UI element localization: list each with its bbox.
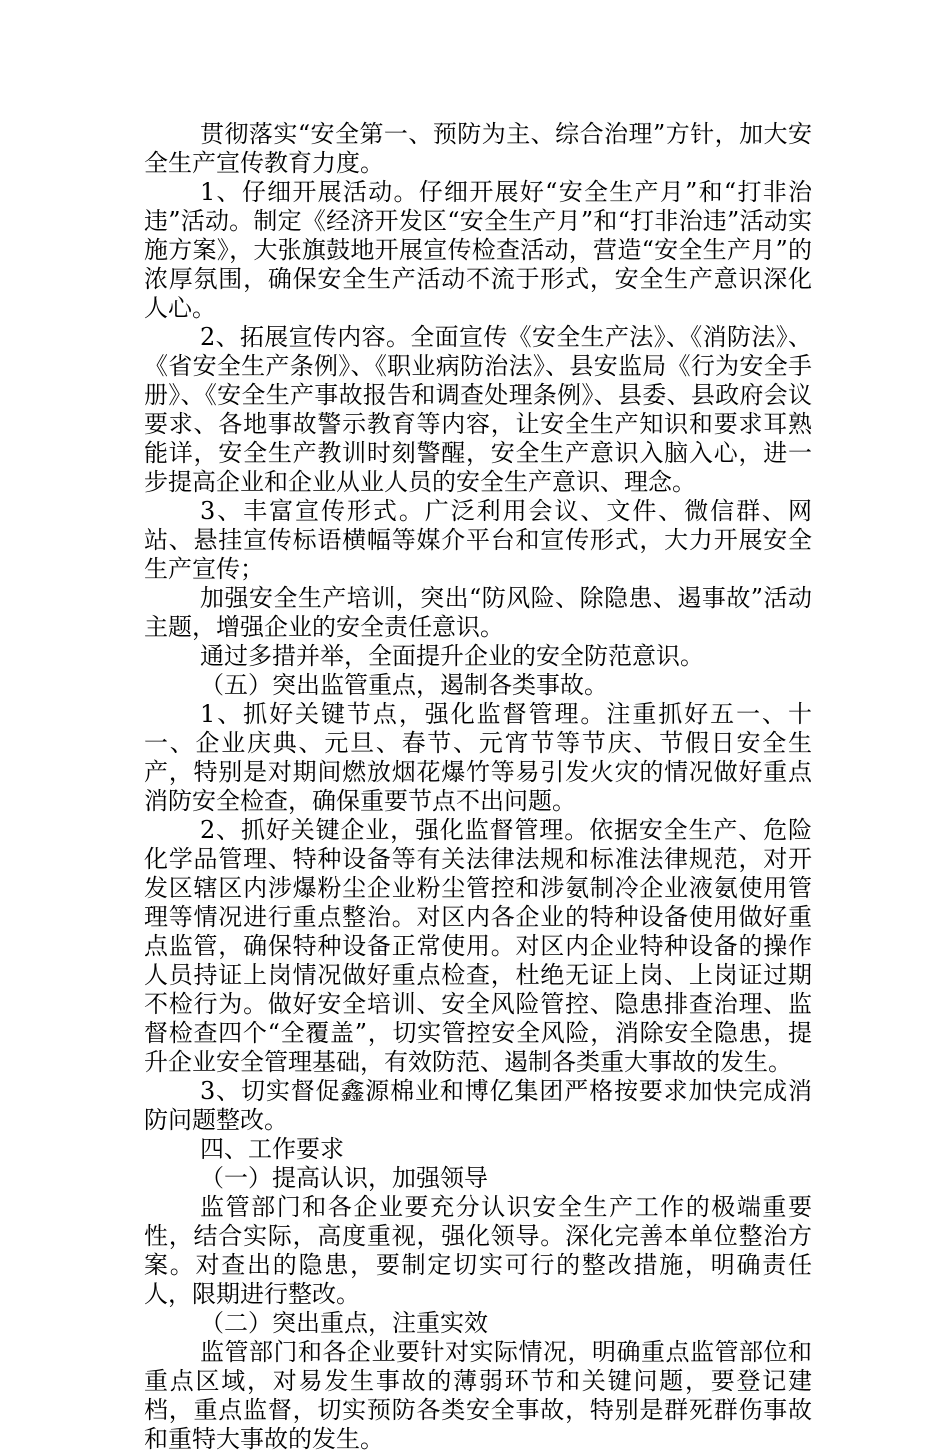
paragraph: 3、丰富宣传形式。广泛利用会议、文件、微信群、网站、悬挂宣传标语横幅等媒介平台和宣传形式，大力开展安全生产宣传； (144, 497, 812, 583)
document-body (144, 120, 812, 1454)
paragraph: 贯彻落实“安全第一、预防为主、综合治理”方针，加大安全生产宣传教育力度。 (144, 120, 812, 177)
section-heading: （五）突出监管重点，遏制各类事故。 (200, 671, 608, 699)
paragraph: 1、抓好关键节点，强化监督管理。注重抓好五一、十一、企业庆典、元旦、春节、元宵节等节庆、节假日安全生产，特别是对期间燃放烟花爆竹等易引发火灾的情况做好重点消防安全检查，确保重要节点不出问题。 (144, 700, 812, 815)
paragraph: 监管部门和各企业要针对实际情况，明确重点监管部位和重点区域，对易发生事故的薄弱环节和关键问题，要登记建档，重点监督，切实预防各类安全事故，特别是群死群伤事故和重特大事故的发生。 (144, 1338, 812, 1453)
paragraph: 监管部门和各企业要充分认识安全生产工作的极端重要性，结合实际，高度重视，强化领导。深化完善本单位整治方案。对查出的隐患，要制定切实可行的整改措施，明确责任人，限期进行整改。 (144, 1193, 812, 1308)
paragraph: 3、切实督促鑫源棉业和博亿集团严格按要求加快完成消防问题整改。 (144, 1077, 812, 1134)
paragraph: 2、抓好关键企业，强化监督管理。依据安全生产、危险化学品管理、特种设备等有关法律法规和标准法律规范，对开发区辖区内涉爆粉尘企业粉尘管控和涉氨制冷企业液氨使用管理等情况进行重点整治。对区内各企业的特种设备使用做好重点监管，确保特种设备正常使用。对区内企业特种设备的操作人员持证上岗情况做好重点检查，杜绝无证上岗、上岗证过期不检行为。做好安全培训、安全风险管控、隐患排查治理、监督检查四个“全覆盖”，切实管控安全风险，消除安全隐患，提升企业安全管理基础，有效防范、遏制各类重大事故的发生。 (144, 816, 812, 1076)
subsection-heading: （一）提高认识，加强领导 (200, 1164, 488, 1192)
paragraph: 1、仔细开展活动。仔细开展好“安全生产月”和“打非治违”活动。制定《经济开发区“安全生产月”和“打非治违”活动实施方案》，大张旗鼓地开展宣传检查活动，营造“安全生产月”的浓厚氛围，确保安全生产活动不流于形式，安全生产意识深化人心。 (144, 178, 812, 322)
paragraph: 2、拓展宣传内容。全面宣传《安全生产法》、《消防法》、《省安全生产条例》、《职业病防治法》、县安监局《行为安全手册》、《安全生产事故报告和调查处理条例》、县委、县政府会议要求、各地事故警示教育等内容，让安全生产知识和要求耳熟能详，安全生产教训时刻警醒，安全生产意识入脑入心，进一步提高企业和企业从业人员的安全生产意识、理念。 (144, 323, 812, 496)
subsection-heading: （二）突出重点，注重实效 (200, 1309, 488, 1337)
section-heading: 四、工作要求 (200, 1135, 344, 1163)
paragraph: 加强安全生产培训，突出“防风险、除隐患、遏事故”活动主题，增强企业的安全责任意识。 (144, 584, 812, 641)
paragraph: 通过多措并举，全面提升企业的安全防范意识。 (200, 642, 704, 670)
